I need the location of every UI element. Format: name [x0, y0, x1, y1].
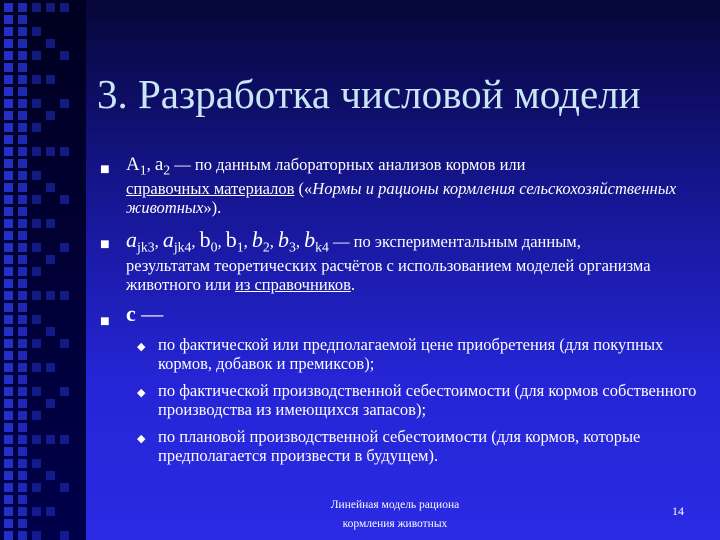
decorative-square	[18, 15, 27, 24]
decorative-square	[18, 471, 27, 480]
symbol-b3: b	[278, 227, 290, 252]
symbol-ajk4-subscript: jk4	[173, 239, 192, 255]
decorative-square	[18, 207, 27, 216]
decorative-square	[60, 291, 69, 300]
decorative-square	[32, 219, 41, 228]
symbol-c: с	[126, 301, 136, 326]
decorative-square	[18, 519, 27, 528]
decorative-square	[18, 303, 27, 312]
symbol-b1: b	[225, 227, 237, 252]
item-text-end: .	[350, 275, 355, 295]
diamond-bullet-icon: ◆	[137, 433, 146, 445]
slide-footer: Линейная модель рациона кормления животных	[330, 499, 460, 530]
decorative-square	[4, 375, 13, 384]
decorative-square	[4, 411, 13, 420]
decorative-square	[18, 27, 27, 36]
decorative-square	[60, 195, 69, 204]
symbol-ajk3-subscript: jk3	[137, 239, 155, 255]
decorative-square	[4, 111, 13, 120]
decorative-square	[18, 159, 27, 168]
decorative-square	[46, 75, 55, 84]
decorative-square	[32, 171, 41, 180]
symbol-b2: b	[251, 227, 263, 252]
decorative-square	[4, 63, 13, 72]
decorative-square	[18, 363, 27, 372]
decorative-square	[18, 411, 27, 420]
decorative-square	[46, 327, 55, 336]
decorative-square	[32, 75, 41, 84]
decorative-square	[32, 507, 41, 516]
decorative-square	[46, 3, 55, 12]
item-text: — по данным лабораторных анализов кормов или	[170, 155, 526, 174]
decorative-square	[32, 531, 41, 540]
decorative-square	[4, 135, 13, 144]
decorative-square	[60, 243, 69, 252]
decorative-square	[4, 471, 13, 480]
decorative-square	[18, 315, 27, 324]
decorative-square	[18, 171, 27, 180]
separator: ,	[146, 155, 155, 174]
item-text-line2: результатам теоретических расчётов с использованием моделей организма животного или	[126, 256, 651, 295]
diamond-bullet-icon: ◆	[137, 387, 146, 399]
diamond-bullet-icon: ◆	[137, 341, 146, 353]
item-text-close: »).	[203, 198, 222, 218]
decorative-square	[18, 435, 27, 444]
decorative-square	[46, 471, 55, 480]
decorative-square	[4, 531, 13, 540]
decorative-square	[4, 303, 13, 312]
decorative-square	[18, 183, 27, 192]
decorative-square	[18, 327, 27, 336]
decorative-square	[4, 351, 13, 360]
decorative-square	[46, 363, 55, 372]
decorative-square	[4, 147, 13, 156]
decorative-square	[18, 135, 27, 144]
decorative-square	[18, 243, 27, 252]
symbol-a2: a	[154, 154, 164, 175]
decorative-square	[18, 123, 27, 132]
decorative-square	[32, 459, 41, 468]
decorative-square	[18, 87, 27, 96]
decorative-square	[18, 339, 27, 348]
symbol-b1-subscript: 1	[236, 239, 244, 255]
decorative-square	[18, 279, 27, 288]
decorative-square	[18, 399, 27, 408]
decorative-square	[18, 351, 27, 360]
decorative-square	[4, 399, 13, 408]
decorative-square	[32, 51, 41, 60]
decorative-square	[32, 411, 41, 420]
decorative-square	[4, 387, 13, 396]
separator: ,	[269, 232, 279, 251]
decorative-square	[4, 423, 13, 432]
decorative-square	[18, 267, 27, 276]
separator: ,	[217, 232, 226, 251]
decorative-square	[18, 291, 27, 300]
link-handbooks[interactable]: из справочников	[234, 275, 351, 295]
decorative-square	[60, 147, 69, 156]
decorative-square	[18, 495, 27, 504]
square-bullet-icon: ■	[100, 236, 110, 253]
decorative-square	[4, 195, 13, 204]
decorative-square	[18, 111, 27, 120]
separator: ,	[191, 232, 200, 251]
decorative-square	[4, 207, 13, 216]
list-item-a-b-parameters	[126, 227, 696, 295]
decorative-square	[32, 3, 41, 12]
item-text: — по экспериментальным данным,	[328, 232, 581, 251]
sub-item-purchase-price: по фактической или предполагаемой цене приобретения (для покупных кормов, добавок и премиксов);	[158, 335, 664, 373]
decorative-square	[32, 483, 41, 492]
decorative-square	[18, 75, 27, 84]
decorative-square-pattern	[0, 0, 88, 540]
decorative-square	[4, 291, 13, 300]
decorative-square	[46, 399, 55, 408]
decorative-square	[4, 339, 13, 348]
decorative-square	[32, 243, 41, 252]
decorative-square	[4, 507, 13, 516]
symbol-ajk4: a	[162, 227, 174, 252]
decorative-square	[60, 483, 69, 492]
decorative-square	[46, 255, 55, 264]
decorative-square	[18, 147, 27, 156]
list-item-c-price	[126, 301, 696, 326]
decorative-square	[60, 51, 69, 60]
decorative-square	[18, 447, 27, 456]
symbol-ajk3: a	[126, 227, 137, 252]
decorative-square	[18, 531, 27, 540]
decorative-square	[18, 459, 27, 468]
decorative-square	[32, 363, 41, 372]
decorative-square	[4, 243, 13, 252]
square-bullet-icon: ■	[100, 313, 110, 330]
symbol-b0: b	[199, 227, 211, 252]
decorative-square	[60, 99, 69, 108]
separator: ,	[295, 232, 305, 251]
decorative-square	[46, 507, 55, 516]
decorative-square	[18, 507, 27, 516]
decorative-square	[4, 279, 13, 288]
decorative-square	[18, 39, 27, 48]
separator: ,	[243, 232, 252, 251]
symbol-bk4-subscript: k4	[315, 239, 329, 255]
decorative-square	[4, 99, 13, 108]
decorative-square	[32, 99, 41, 108]
decorative-square	[4, 519, 13, 528]
decorative-square	[4, 27, 13, 36]
decorative-square	[18, 99, 27, 108]
decorative-square	[4, 3, 13, 12]
decorative-square	[18, 231, 27, 240]
decorative-square	[46, 39, 55, 48]
decorative-square	[4, 87, 13, 96]
decorative-square	[4, 327, 13, 336]
decorative-square	[32, 147, 41, 156]
decorative-square	[18, 63, 27, 72]
decorative-square	[46, 219, 55, 228]
decorative-square	[60, 339, 69, 348]
decorative-square	[32, 387, 41, 396]
decorative-square	[32, 195, 41, 204]
list-item-a-coefficients	[126, 155, 696, 217]
decorative-square	[4, 315, 13, 324]
decorative-square	[4, 219, 13, 228]
decorative-square	[32, 123, 41, 132]
decorative-square	[4, 483, 13, 492]
decorative-square	[4, 231, 13, 240]
decorative-square	[4, 51, 13, 60]
link-reference-materials[interactable]: справочных материалов	[126, 179, 295, 199]
decorative-square	[4, 435, 13, 444]
decorative-square	[4, 255, 13, 264]
item-text-open: («	[294, 179, 313, 199]
symbol-bk4: b	[304, 227, 316, 252]
decorative-square	[4, 15, 13, 24]
decorative-square	[4, 267, 13, 276]
decorative-square	[4, 171, 13, 180]
decorative-square	[18, 195, 27, 204]
symbol-a1: A	[126, 154, 140, 175]
symbol-a1-subscript: 1	[139, 162, 147, 178]
decorative-square	[60, 3, 69, 12]
item-text: —	[135, 301, 164, 326]
decorative-square	[18, 423, 27, 432]
symbol-b0-subscript: 0	[210, 239, 218, 255]
decorative-square	[46, 147, 55, 156]
decorative-square	[32, 27, 41, 36]
decorative-square	[18, 387, 27, 396]
decorative-square	[18, 3, 27, 12]
decorative-square	[32, 267, 41, 276]
decorative-square	[4, 447, 13, 456]
decorative-square	[4, 495, 13, 504]
page-number: 14	[672, 504, 684, 518]
sub-item-planned-cost: по плановой производственной себестоимости (для кормов, которые предполагается произвести в будущем).	[158, 427, 641, 465]
decorative-square	[4, 363, 13, 372]
decorative-square	[32, 315, 41, 324]
symbol-b3-subscript: 3	[289, 239, 296, 255]
decorative-square	[46, 111, 55, 120]
decorative-square	[46, 291, 55, 300]
symbol-b2-subscript: 2	[262, 239, 270, 255]
decorative-square	[46, 435, 55, 444]
decorative-square	[60, 435, 69, 444]
square-bullet-icon: ■	[100, 161, 110, 178]
symbol-a2-subscript: 2	[163, 162, 171, 178]
decorative-square	[18, 255, 27, 264]
decorative-square	[4, 123, 13, 132]
decorative-square	[18, 375, 27, 384]
decorative-square	[4, 75, 13, 84]
decorative-square	[18, 483, 27, 492]
decorative-square	[32, 435, 41, 444]
slide-title: 3. Разработка числовой модели	[97, 71, 641, 117]
decorative-square	[18, 219, 27, 228]
item-text-italic: Нормы и рационы кормления сельскохозяйственных животных	[126, 179, 677, 218]
decorative-square	[60, 531, 69, 540]
decorative-square	[4, 159, 13, 168]
decorative-square	[18, 51, 27, 60]
separator: ,	[154, 232, 163, 251]
decorative-square	[60, 387, 69, 396]
decorative-square	[46, 183, 55, 192]
sub-item-actual-cost: по фактической производственной себестоимости (для кормов собственного производства из имеющихся запасов);	[158, 381, 697, 419]
decorative-square	[32, 339, 41, 348]
decorative-square	[4, 459, 13, 468]
decorative-square	[4, 39, 13, 48]
decorative-square	[4, 183, 13, 192]
decorative-square	[32, 291, 41, 300]
